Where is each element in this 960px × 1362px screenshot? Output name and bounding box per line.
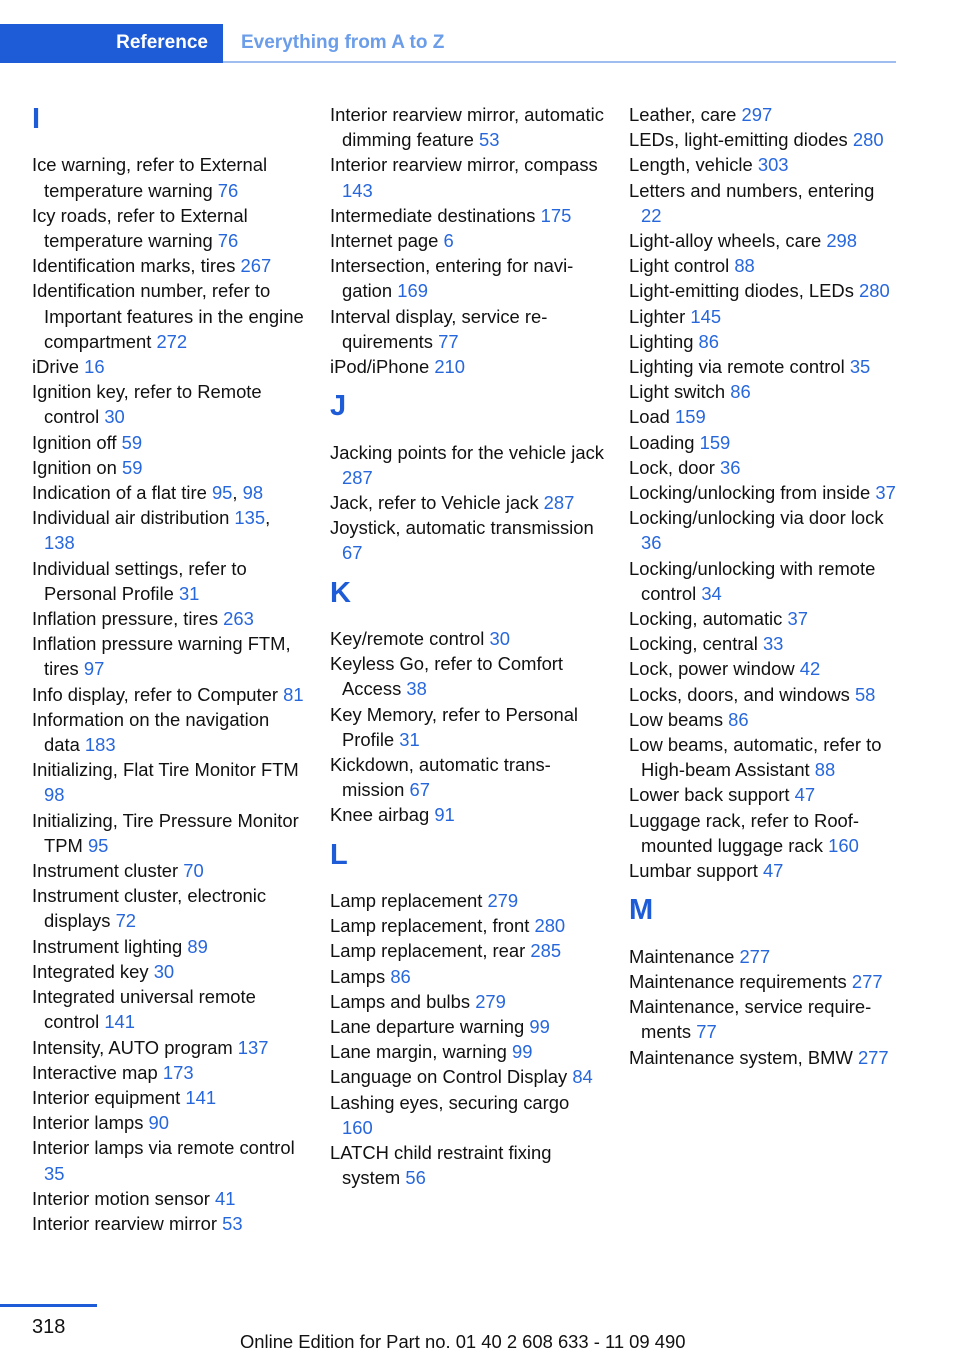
index-entry-text: Leather, care [629,104,737,125]
index-entry-text: Locking/unlocking from inside [629,482,871,504]
index-entry-text: Maintenance requirements [629,970,847,992]
page-link[interactable]: 183 [84,734,116,756]
section-title[interactable]: Everything from A to Z [241,32,445,53]
page-link[interactable]: 298 [826,230,857,252]
index-entry [330,228,604,253]
index-entry-text: Interval display, service requirements [330,305,548,352]
header-rule [223,61,896,63]
index-entry-text: Icy roads, refer to External temperature warning [32,204,248,251]
index-entry-text: Information on the navigation data [32,708,270,756]
index-entry [629,278,899,303]
page-link[interactable]: 280 [852,129,884,151]
index-entry [32,455,306,480]
index-entry [32,1035,306,1060]
page-link[interactable]: 34 [701,582,722,604]
section-tab[interactable]: Reference [0,24,223,61]
index-entry-text: Lumbar support [629,860,758,882]
index-entry: Indication of a flat tire 95, 98 [32,482,264,504]
page-link[interactable]: 31 [399,728,420,750]
index-entry [32,253,306,278]
index-entry [330,515,604,565]
page-link[interactable]: 98 [44,784,65,806]
index-entry [330,989,604,1014]
index-entry [629,329,899,354]
index-entry [629,505,899,555]
index-entry [629,556,899,606]
index-entry [330,1014,604,1039]
header-accent-bar [0,61,223,63]
index-entry [32,354,306,379]
page-link[interactable]: 84 [572,1066,593,1088]
index-entry [32,1110,306,1135]
index-entry-text: Locking, central [629,633,758,655]
page-link[interactable]: 35 [849,356,871,378]
page-link[interactable]: 277 [851,970,883,992]
index-letter-heading: K [330,576,351,609]
page-link[interactable]: 81 [283,683,304,705]
page-link[interactable]: 135 [234,507,266,529]
index-entry-text: Identification marks, tires [32,255,236,277]
index-entry: Individual air distribution 135, 138 [32,507,271,554]
index-entry [32,934,306,959]
page-link[interactable]: 145 [690,305,722,327]
index-entry-text: Interior motion sensor [32,1187,210,1209]
index-entry-text: iDrive [32,356,80,378]
index-entry-text: Lashing eyes, securing cargo [330,1091,570,1113]
page-link[interactable]: 86 [698,330,720,352]
page-link[interactable]: 89 [187,935,208,957]
index-entry-text: Internet page [330,230,439,252]
page-link[interactable]: 285 [530,940,562,962]
page-link[interactable]: 16 [84,356,105,378]
page-link[interactable]: 37 [875,482,896,504]
index-entry-text: Locks, doors, and windows [629,683,850,705]
index-entry-text: Interior rearview mirror [32,1212,217,1234]
index-entry [330,802,604,827]
index-entry [629,808,899,858]
index-entry [629,253,899,278]
index-entry-text: Knee airbag [330,804,430,826]
index-column-1 [32,102,306,1236]
index-entry [32,808,306,858]
index-entry-text: Intersection, entering for navigation [330,255,574,302]
page-link[interactable]: 6 [443,230,454,252]
page-link[interactable]: 99 [529,1016,550,1038]
index-entry [32,858,306,883]
page-link[interactable]: 53 [222,1212,243,1234]
index-entry-text: Inflation pressure, tires [32,608,219,630]
page-link[interactable]: 159 [675,406,706,428]
index-entry [330,651,604,701]
index-entry [330,1090,604,1140]
index-entry [32,631,306,681]
page-link[interactable]: 210 [434,356,465,378]
page-link[interactable]: 36 [720,456,741,478]
index-entry-text: Kickdown, automatic transmission [330,754,551,801]
index-entry [32,1135,306,1185]
index-entry-text: Low beams, automatic, refer to High-beam Assistant [629,734,882,781]
index-entry-text: iPod/iPhone [330,356,430,378]
index-entry [32,556,306,606]
page-link[interactable]: 95 [211,482,233,504]
index-entry [330,490,604,515]
index-entry-text: Maintenance, service requirements [629,996,872,1043]
page-link[interactable]: 297 [741,104,773,125]
index-entry-text: Ignition on [32,456,117,478]
index-entry [629,732,899,782]
index-entry [32,757,306,807]
page-header [0,24,896,64]
index-column-3 [629,102,899,1070]
page-link[interactable]: 277 [857,1046,889,1068]
page-link[interactable]: 91 [434,804,455,826]
index-entry-text: Interior equipment [32,1086,181,1108]
index-entry [330,203,604,228]
index-entry [629,480,899,505]
page-link[interactable]: 35 [44,1162,65,1184]
page-link[interactable]: 272 [156,330,188,352]
index-entry-text: Lamp replacement, front [330,915,530,937]
page-link[interactable]: 67 [409,779,430,801]
index-entry [330,626,604,651]
page-link[interactable]: 59 [121,431,143,453]
page-link[interactable]: 90 [148,1112,169,1134]
page-link[interactable]: 30 [489,628,510,650]
index-entry [629,379,899,404]
page-link[interactable]: 53 [479,129,500,151]
index-entry [32,606,306,631]
index-entry-text: Integrated universal remote control [32,986,256,1033]
index-entry-text: Locking, automatic [629,608,783,630]
page-link[interactable]: 263 [223,608,254,630]
index-entry-text: LEDs, light-emitting diodes [629,129,848,151]
index-entry [330,1039,604,1064]
index-entry-text: Inflation pressure warning FTM, tires [32,633,291,680]
index-entry [629,944,899,969]
index-entry-text: Ignition key, refer to Remote control [32,381,262,428]
index-entry-text: Light switch [629,381,726,403]
index-entry-text: Ignition off [32,431,117,453]
index-entry-text: Ice warning, refer to External temperature warning [32,154,268,201]
page-link[interactable]: 86 [728,708,749,730]
index-entry-text: Initializing, Tire Pressure Monitor TPM [32,809,299,856]
index-entry [32,1186,306,1211]
index-entry [629,606,899,631]
index-entry [629,102,899,127]
page-link[interactable]: 97 [83,658,105,680]
index-letter-heading: M [629,894,654,927]
index-entry-text: Maintenance [629,945,735,967]
page-link[interactable]: 77 [696,1021,717,1043]
edition-note: Online Edition for Part no. 01 40 2 608 633 - 11 09 490 [240,1331,686,1352]
index-entry-text: Letters and numbers, entering [629,179,875,201]
page-link[interactable]: 88 [734,255,755,277]
page-link[interactable]: 58 [854,683,876,705]
index-entry [629,631,899,656]
index-entry-text: Indication of a flat tire [32,482,207,504]
index-entry [32,1211,306,1236]
index-entry-text: Keyless Go, refer to Comfort Access [330,653,564,700]
index-entry-text: Intensity, AUTO program [32,1036,233,1058]
index-entry [629,304,899,329]
page-link[interactable]: 31 [178,582,200,604]
index-letter-heading: I [32,103,41,135]
index-entry-text: Load [629,406,670,428]
index-entry [330,752,604,802]
index-entry [629,656,899,681]
index-entry [330,354,604,379]
page-link[interactable]: 159 [699,431,731,453]
index-entry-text: Info display, refer to Computer [32,683,279,705]
page-link[interactable]: 141 [104,1011,136,1033]
index-entry [629,178,899,228]
index-entry [330,304,604,354]
index-entry-text: Lighter [629,305,686,327]
index-entry [629,430,899,455]
index-entry-text: Lane departure warning [330,1016,525,1038]
index-entry-text: Lock, door [629,456,715,478]
page-link[interactable]: 56 [405,1167,426,1189]
page-link[interactable]: 277 [739,945,771,967]
page-link[interactable]: 173 [162,1061,194,1083]
index-entry-text: Individual air distribution [32,507,230,529]
page-link[interactable]: 72 [115,910,137,932]
index-entry [629,455,899,480]
index-entry [32,203,306,253]
index-entry-text: Lock, power window [629,658,795,680]
index-entry [32,152,306,202]
index-entry-text: Individual settings, refer to Personal Profile [32,557,247,604]
page-link[interactable]: 70 [183,860,204,882]
page-link[interactable]: 160 [342,1116,373,1138]
footer-rule [0,1304,97,1307]
index-entry [629,782,899,807]
index-entry [629,127,899,152]
page-link[interactable]: 41 [214,1187,236,1209]
page-link[interactable]: 59 [122,456,143,478]
index-entry-text: Lamp replacement, rear [330,940,526,962]
index-entry [330,964,604,989]
index-entry-text: Interactive map [32,1061,158,1083]
index-entry [330,440,604,490]
page-link[interactable]: 42 [799,658,821,680]
index-entry-text: Key Memory, refer to Personal Profile [330,703,579,750]
index-entry [629,682,899,707]
page-link[interactable]: 95 [87,834,109,856]
index-entry-text: Light-emitting diodes, LEDs [629,280,854,302]
index-entry [32,430,306,455]
page-link[interactable]: 77 [438,330,459,352]
index-entry-text: Lighting [629,330,694,352]
page-link[interactable]: 287 [543,492,575,514]
index-entry-text: Light-alloy wheels, care [629,230,822,252]
index-entry [629,707,899,732]
page-link[interactable]: 30 [153,960,175,982]
index-entry [330,702,604,752]
index-entry [629,152,899,177]
page-link[interactable]: 175 [540,204,572,226]
index-letter-heading: L [330,838,348,871]
page-link[interactable]: 76 [217,179,239,201]
page-link[interactable]: 76 [217,230,239,251]
index-entry-text: Lane margin, warning [330,1041,507,1063]
index-entry [330,938,604,963]
index-entry [330,913,604,938]
index-entry [629,994,899,1044]
page-link[interactable]: 280 [534,915,566,937]
page-link[interactable]: 37 [787,608,808,630]
index-entry-text: Lamp replacement [330,890,483,912]
index-entry-text: Identification number, refer to Important features in the engine compartment [32,280,304,352]
index-entry [330,888,604,913]
page-link[interactable]: 33 [762,633,784,655]
index-entry-text: Interior rearview mirror, compass [330,154,598,176]
page-link[interactable]: 141 [185,1086,217,1108]
index-entry [32,278,306,354]
index-entry-text: LATCH child restraint fixing system [330,1142,552,1189]
index-entry-text: Light control [629,255,730,277]
index-entry-text: Interior lamps [32,1112,144,1134]
page-link[interactable]: 279 [487,890,519,912]
index-entry-text: Low beams [629,708,724,730]
page-link[interactable]: 99 [511,1041,533,1063]
index-entry-text: Lighting via remote control [629,356,845,378]
index-entry-text: Interior lamps via remote control [32,1137,295,1159]
page-link[interactable]: 137 [237,1036,269,1058]
page-link[interactable]: 36 [641,532,662,554]
page-link[interactable]: 169 [397,280,428,302]
index-entry [330,152,604,202]
index-entry [330,253,604,303]
index-entry [629,1045,899,1070]
index-entry-text: Maintenance system, BMW [629,1046,853,1068]
index-entry [629,858,899,883]
page-link[interactable]: 88 [814,759,836,781]
index-entry [330,1140,604,1190]
index-column-2 [330,102,604,1190]
index-entry-text: Lamps [330,965,386,987]
page-link[interactable]: 98 [242,482,264,504]
page-link[interactable]: 47 [794,784,816,806]
index-entry-text: Joystick, automatic transmission [330,517,594,539]
index-entry [32,379,306,429]
page-link[interactable]: 279 [475,990,506,1012]
page-link[interactable]: 267 [240,255,272,277]
index-entry-text: Integrated key [32,960,149,982]
index-entry-text: Jacking points for the vehicle jack [330,441,604,463]
index-entry [330,102,604,152]
index-entry [629,354,899,379]
page-link[interactable]: 67 [342,542,363,564]
index-entry-text: Intermediate destinations [330,204,536,226]
page-link[interactable]: 303 [757,154,789,176]
index-entry [32,959,306,984]
index-letter-heading: J [330,390,347,423]
page-link[interactable]: 22 [641,204,662,226]
index-entry [32,707,306,757]
index-entry-text: Luggage rack, refer to Roof-mounted luggage rack [629,809,860,856]
index-entry-text: Key/remote control [330,628,485,650]
page-link[interactable]: 47 [762,860,784,882]
index-entry-text: Initializing, Flat Tire Monitor FTM [32,759,299,781]
index-entry [330,1064,604,1089]
index-entry [32,984,306,1034]
index-entry [32,1085,306,1110]
page-link[interactable]: 280 [859,280,890,302]
index-entry-text: Lower back support [629,784,790,806]
index-entry-text: Instrument cluster, electronic displays [32,885,267,932]
page-link[interactable]: 38 [406,678,427,700]
index-entry [629,228,899,253]
page-number: 318 [32,1316,66,1338]
page-link[interactable]: 138 [44,532,75,554]
page-link[interactable]: 30 [104,406,125,428]
index-entry [32,682,306,707]
index-entry-text: Instrument cluster [32,860,179,882]
page-link[interactable]: 86 [730,381,751,403]
index-entry-text: Locking/unlocking via door lock [629,507,884,529]
index-entry-text: Lamps and bulbs [330,990,471,1012]
index-entry-text: Loading [629,431,695,453]
index-entry [629,404,899,429]
index-entry-text: Locking/unlocking with remote control [629,557,876,604]
page-link[interactable]: 287 [342,466,373,488]
index-entry-text: Jack, refer to Vehicle jack [330,492,539,514]
page-link[interactable]: 143 [342,179,373,201]
index-entry [629,969,899,994]
index-entry [32,883,306,933]
page-link[interactable]: 86 [390,965,411,987]
index-entry-text: Interior rearview mirror, automatic dimming feature [330,104,604,151]
index-entry-text: Language on Control Display [330,1066,568,1088]
page-link[interactable]: 160 [828,834,859,856]
index-entry-text: Instrument lighting [32,935,183,957]
index-entry [32,1060,306,1085]
index-entry-text: Length, vehicle [629,154,753,176]
